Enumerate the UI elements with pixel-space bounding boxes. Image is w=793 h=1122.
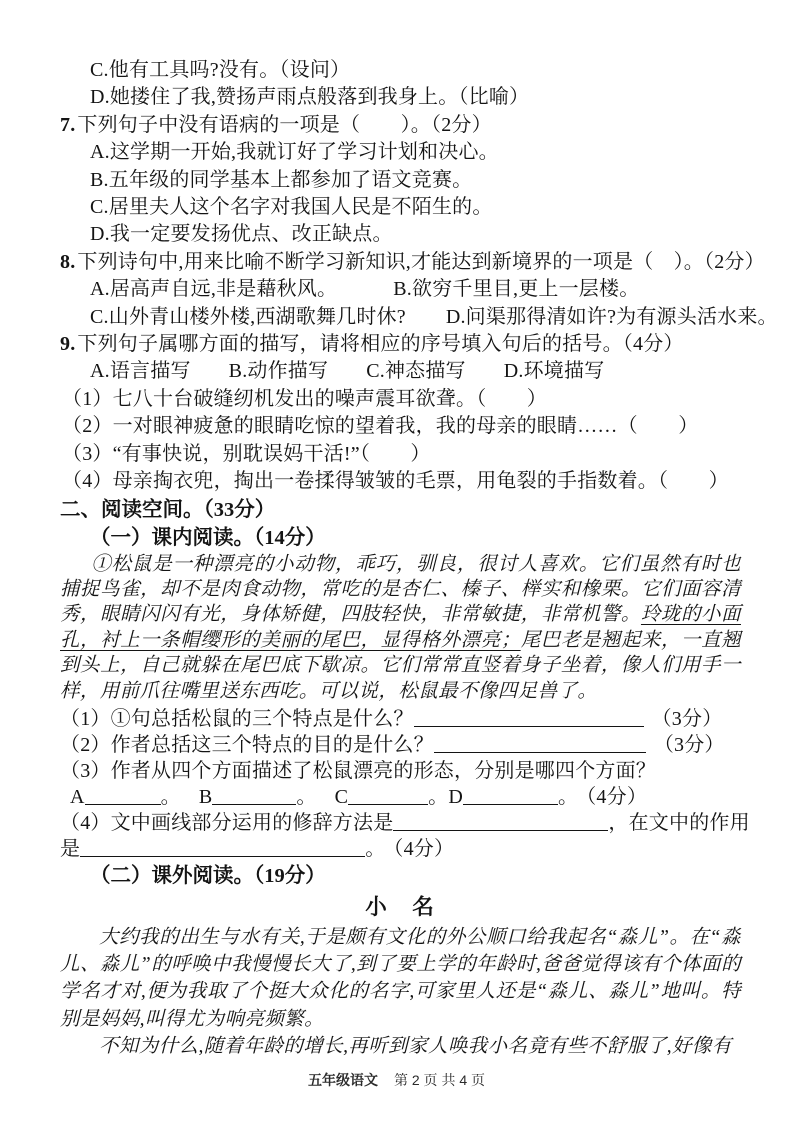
q7-option-d: D.我一定要发扬优点、改正缺点。 bbox=[90, 223, 393, 246]
question-8-text: 下列诗句中,用来比喻不断学习新知识,才能达到新境界的一项是（ ）。（2分） bbox=[77, 250, 765, 273]
question-9-number: 9. bbox=[60, 333, 76, 356]
part1-q3-label-b: B bbox=[198, 785, 213, 808]
part1-q2-text: （2）作者总括这三个特点的目的是什么？ bbox=[60, 733, 434, 756]
question-9-stem bbox=[60, 331, 741, 358]
part1-q4-text-end: 。 bbox=[365, 837, 386, 860]
part1-q4-text-cont: 是 bbox=[60, 837, 81, 860]
part1-q3-label-a: A bbox=[70, 785, 85, 808]
passage-squirrel-before: ①松鼠是一种漂亮的小动物，乖巧，驯良，很讨人喜欢。它们虽然有时也捕捉鸟雀，却不是肉食动物，常吃的是杏仁、榛子、榉实和橡栗。它们面容清秀，眼睛闪闪有光，身体矫健，四肢轻快，非常敏捷，非常机警。 bbox=[60, 553, 741, 626]
q8-options-row-1 bbox=[60, 276, 741, 303]
q9-item-4: （4）母亲掏衣兜，掏出一卷揉得皱皱的毛票，用龟裂的手指数着。（ ） bbox=[62, 470, 729, 493]
footer-course-label: 五年级语文 bbox=[307, 1072, 378, 1088]
part1-question-1 bbox=[60, 706, 741, 732]
footer-page-number: 第 2 页 共 4 页 bbox=[393, 1072, 486, 1088]
part1-q3-blank-a bbox=[85, 785, 161, 805]
part-2-heading: （二）课外阅读。（19分） bbox=[90, 864, 326, 887]
part1-q3-period-d: 。 bbox=[558, 785, 579, 808]
q7-option-a: A.这学期一开始,我就订好了学习计划和决心。 bbox=[90, 141, 499, 164]
part1-q4-answer-blank-2 bbox=[80, 837, 365, 857]
q8-option-a: A.居高声自远,非是藉秋风。 bbox=[90, 278, 338, 301]
part1-q3-label-d: D bbox=[448, 785, 464, 808]
part1-q2-answer-blank bbox=[434, 733, 646, 753]
part2-passage-title: 小 名 bbox=[365, 894, 436, 919]
part1-q1-answer-blank bbox=[414, 707, 644, 727]
q9-choice-a: A.语言描写 bbox=[90, 360, 191, 383]
question-7-text: 下列句子中没有语病的一项是（ ）。（2分） bbox=[77, 113, 492, 136]
part1-q3-blank-c bbox=[348, 785, 428, 805]
question-9-text: 下列句子属哪方面的描写，请将相应的序号填入句后的括号。（4分） bbox=[77, 333, 684, 356]
part1-q4-text-mid: ，在文中的作用 bbox=[608, 811, 750, 834]
part-1-heading: （一）课内阅读。（14分） bbox=[90, 526, 326, 549]
q6-option-d: D.她搂住了我,赞扬声雨点般落到我身上。（比喻） bbox=[90, 86, 530, 109]
part1-q4-score: （4分） bbox=[393, 837, 455, 860]
q9-choice-b: B.动作描写 bbox=[228, 360, 329, 383]
part2-paragraph-1: 大约我的出生与水有关,于是颇有文化的外公顺口给我起名“淼儿”。在“淼儿、淼儿”的呼唤中我慢慢长大了,到了要上学的年龄时,爸爸觉得该有个体面的学名才对,便为我取了个挺大众化的名字,可家里人还是“淼儿、淼儿”地叫。特别是妈妈,叫得尤为响亮频繁。 bbox=[60, 926, 741, 1030]
part1-q3-period-c: 。 bbox=[428, 785, 449, 808]
q8-option-c: C.山外青山楼外楼,西湖歌舞几时休? bbox=[90, 305, 406, 328]
part1-question-4-line-2 bbox=[60, 836, 741, 862]
q8-option-d: D.问渠那得清如许?为有源头活水来。 bbox=[445, 305, 778, 328]
q7-option-c: C.居里夫人这个名字对我国人民是不陌生的。 bbox=[90, 196, 493, 219]
part1-q2-score: （3分） bbox=[653, 733, 725, 756]
q9-choice-c: C.神态描写 bbox=[366, 360, 466, 383]
q9-item-2: （2）一对眼神疲惫的眼睛吃惊的望着我，我的母亲的眼睛……（ ） bbox=[62, 415, 699, 438]
q9-choice-d: D.环境描写 bbox=[503, 360, 605, 383]
part1-q1-score: （3分） bbox=[651, 707, 723, 730]
question-8-stem bbox=[60, 249, 765, 276]
q9-item-1: （1）七八十台破缝纫机发出的噪声震耳欲聋。（ ） bbox=[62, 387, 547, 410]
section-2-heading: 二、阅读空间。（33分） bbox=[60, 498, 276, 521]
part1-q3-answer-row bbox=[60, 784, 741, 810]
q7-option-b: B.五年级的同学基本上都参加了语文竞赛。 bbox=[90, 168, 473, 191]
part1-q3-blank-d bbox=[463, 785, 558, 805]
q6-option-c: C.他有工具吗?没有。（设问） bbox=[90, 59, 351, 81]
part1-question-3: （3）作者从四个方面描述了松鼠漂亮的形态，分别是哪四个方面？ bbox=[60, 759, 656, 782]
part1-q3-period-b: 。 bbox=[296, 785, 317, 808]
part1-q3-label-c: C bbox=[334, 785, 349, 808]
part1-q4-text: （4）文中画线部分运用的修辞方法是 bbox=[60, 811, 394, 834]
passage-squirrel bbox=[60, 552, 741, 704]
part1-q3-score: （4分） bbox=[586, 785, 648, 808]
part1-question-2 bbox=[60, 732, 741, 758]
question-7-number: 7. bbox=[60, 113, 76, 136]
passage-squirrel-after: 尾巴老是翘起来，一直翘到头上，自己就躲在尾巴底下歇凉。它们常常直竖着身子坐着，像人们用手一样，用前爪往嘴里送东西吃。可以说，松鼠最不像四足兽了。 bbox=[60, 629, 742, 702]
part2-paragraph-2: 不知为什么,随着年龄的增长,再听到家人唤我小名竟有些不舒服了,好像有 bbox=[99, 1035, 732, 1057]
part1-question-4-line-1 bbox=[60, 810, 750, 836]
question-7-stem bbox=[60, 112, 741, 139]
q8-option-b: B.欲穷千里目,更上一层楼。 bbox=[393, 278, 640, 301]
page-footer bbox=[0, 1070, 793, 1090]
part1-q3-blank-b bbox=[212, 785, 296, 805]
q9-choices-row bbox=[60, 358, 741, 385]
passage-squirrel-underlined: 玲珑的小面孔，衬上一条帽缨形的美丽的尾巴，显得格外漂亮； bbox=[60, 604, 741, 651]
q9-item-3: （3）“有事快说，别耽误妈干活!”（ ） bbox=[62, 442, 431, 465]
question-8-number: 8. bbox=[60, 250, 76, 273]
part1-q1-text: （1）①句总括松鼠的三个特点是什么？ bbox=[60, 707, 414, 730]
part1-q4-answer-blank-1 bbox=[393, 811, 608, 831]
q8-options-row-2 bbox=[60, 304, 778, 331]
part1-q3-period-a: 。 bbox=[160, 785, 181, 808]
